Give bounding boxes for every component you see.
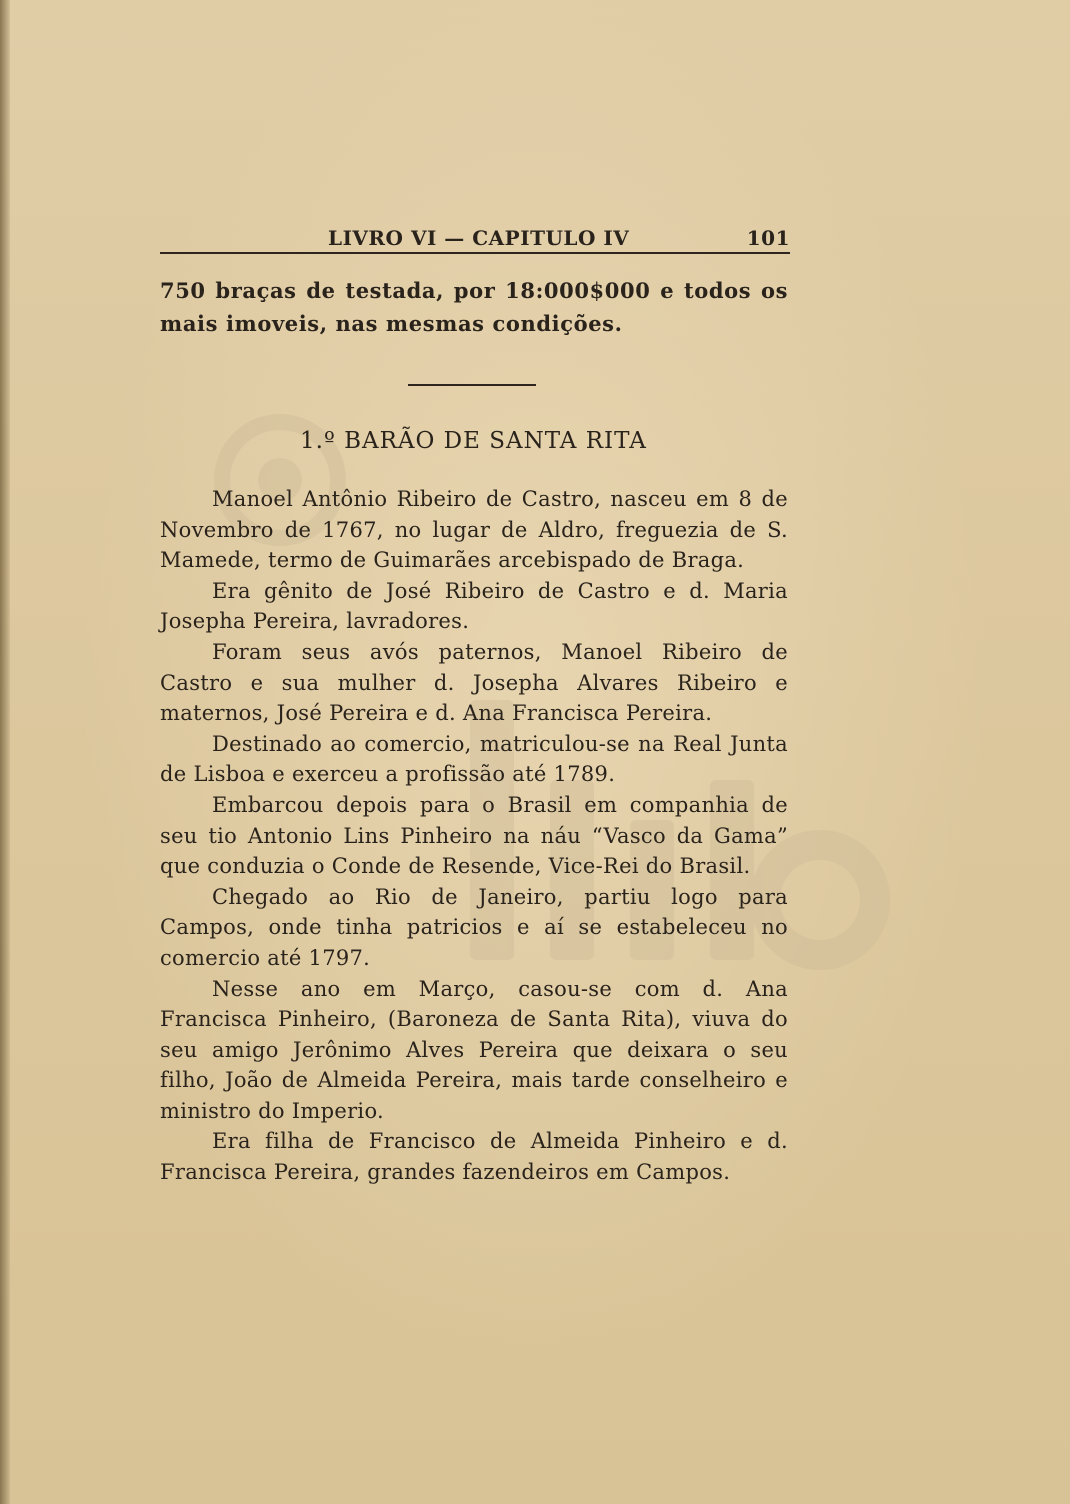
intro-block bbox=[160, 274, 788, 340]
running-head bbox=[160, 226, 790, 254]
paragraph: Destinado ao comercio, matriculou-se na Real Junta de Lisboa e exerceu a profissão até 1789. bbox=[160, 731, 788, 787]
paragraph: Manoel Antônio Ribeiro de Castro, nasceu em 8 de Novembro de 1767, no lugar de Aldro, freguezia de S. Mamede, termo de Guimarães arcebispado de Braga. bbox=[160, 487, 788, 573]
header-rule bbox=[160, 252, 790, 254]
paragraph: Nesse ano em Março, casou-se com d. Ana Francisca Pinheiro, (Baroneza de Santa Rita), viuva do seu amigo Jerônimo Alves Pereira que deixara o seu filho, João de Almeida Pereira, mais tarde conselheiro e ministro do Imperio. bbox=[160, 976, 788, 1123]
paragraph: Era filha de Francisco de Almeida Pinheiro e d. Francisca Pereira, grandes fazendeiros em Campos. bbox=[160, 1129, 788, 1185]
running-title: LIVRO VI — CAPITULO IV bbox=[328, 226, 630, 250]
section-title: 1.º BARÃO DE SANTA RITA bbox=[300, 428, 647, 454]
intro-paragraph: 750 braças de testada, por 18:000$000 e todos os mais imoveis, nas mesmas condições. bbox=[160, 278, 788, 336]
paragraph: Era gênito de José Ribeiro de Castro e d. Maria Josepha Pereira, lavradores. bbox=[160, 578, 788, 634]
paragraph: Foram seus avós paternos, Manoel Ribeiro de Castro e sua mulher d. Josepha Alvares Ribeiro e maternos, José Pereira e d. Ana Francisca Pereira. bbox=[160, 639, 788, 726]
section-divider bbox=[408, 384, 536, 386]
body-text bbox=[160, 484, 788, 1188]
page-number: 101 bbox=[746, 226, 790, 250]
paragraph: Embarcou depois para o Brasil em companhia de seu tio Antonio Lins Pinheiro na náu “Vasco da Gama” que conduzia o Conde de Resende, Vice-Rei do Brasil. bbox=[160, 792, 788, 879]
page-edge bbox=[0, 0, 10, 1504]
paragraph: Chegado ao Rio de Janeiro, partiu logo para Campos, onde tinha patricios e aí se estabeleceu no comercio até 1797. bbox=[160, 884, 788, 970]
